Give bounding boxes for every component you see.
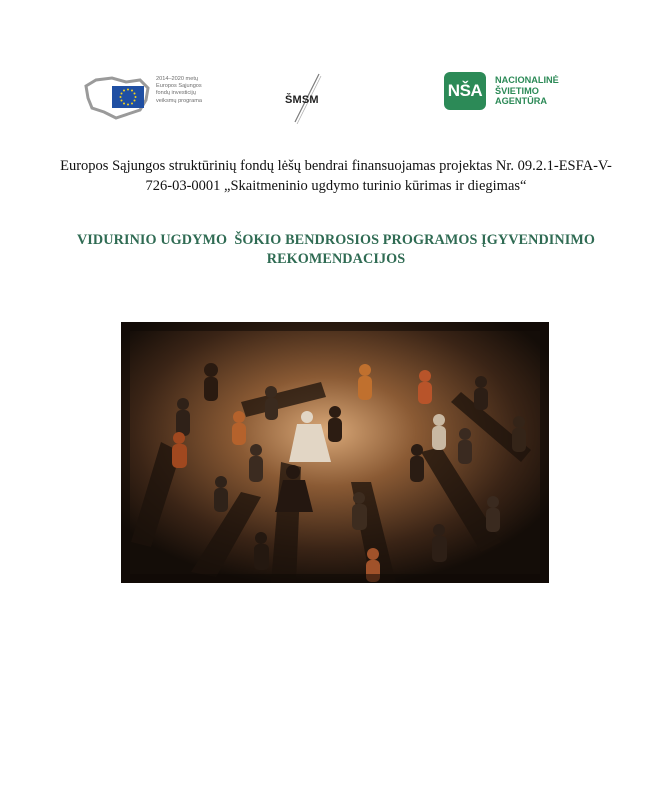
project-line: 726-03-0001 „Skaitmeninio ugdymo turinio kūrimas ir diegimas“ bbox=[145, 178, 527, 194]
eu-caption-line: 2014–2020 metų bbox=[156, 76, 198, 82]
nsa-words bbox=[495, 75, 559, 107]
ministry-logo bbox=[283, 72, 333, 124]
eu-caption-line: fondų investicijų bbox=[156, 90, 196, 97]
project-line: Europos Sąjungos struktūrinių fondų lėšų bendrai finansuojamas projektas Nr. 09.2.1-ESFA-V- bbox=[60, 158, 612, 174]
eu-funds-caption bbox=[156, 76, 236, 105]
title-line: VIDURINIO UGDYMO ŠOKIO BENDROSIOS PROGRAMOS ĮGYVENDINIMO bbox=[76, 232, 596, 248]
lithuania-map-eu-flag-logo bbox=[82, 74, 156, 120]
title-line: REKOMENDACIJOS bbox=[266, 251, 406, 267]
nsa-word: NACIONALINĖ bbox=[495, 75, 559, 85]
logos-row bbox=[0, 68, 672, 128]
nsa-mark: NŠA bbox=[444, 72, 486, 110]
eu-caption-line: Europos Sąjungos bbox=[156, 83, 202, 90]
project-description bbox=[0, 156, 672, 196]
nsa-word: ŠVIETIMO bbox=[495, 85, 539, 96]
nsa-word: AGENTŪRA bbox=[495, 96, 548, 106]
nsa-logo bbox=[444, 72, 584, 116]
dancers-photo-image bbox=[121, 322, 549, 583]
document-title bbox=[0, 231, 672, 269]
dancers-photo bbox=[121, 322, 549, 583]
eu-caption-line: veiksmų programa bbox=[156, 97, 203, 104]
ministry-logo-text: ŠMSM bbox=[285, 94, 319, 106]
eu-funds-logo bbox=[82, 74, 222, 120]
